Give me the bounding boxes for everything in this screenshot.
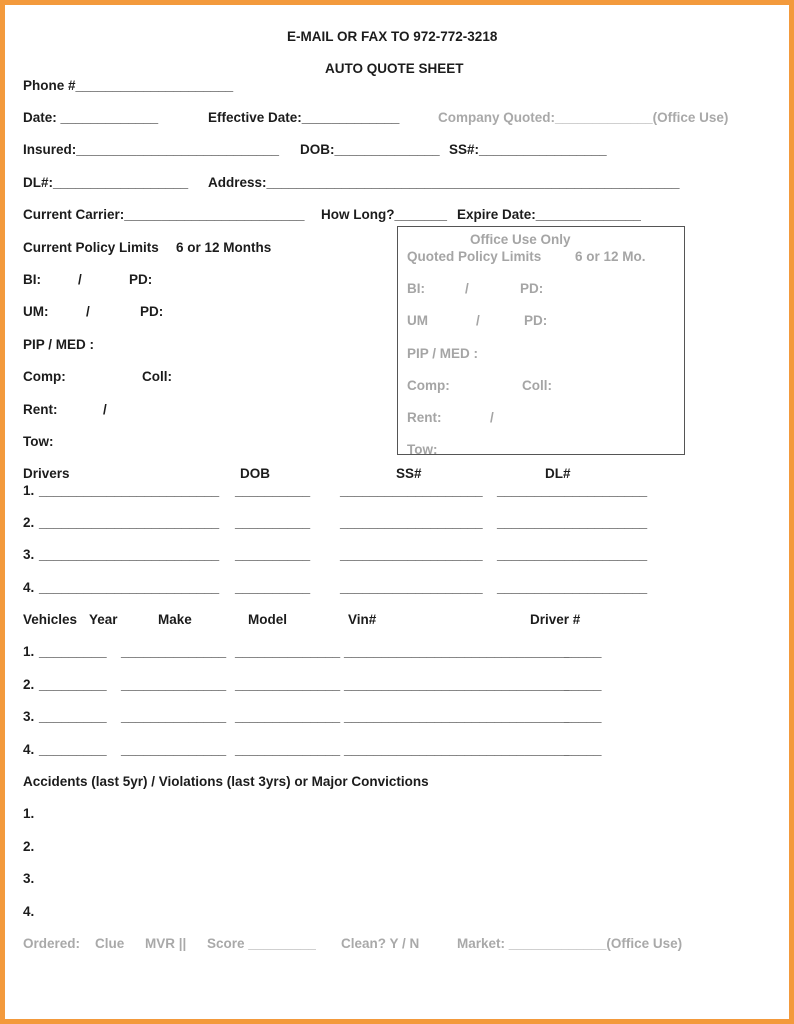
current-policy-term: 6 or 12 Months xyxy=(176,240,272,255)
office-um-pd-label: PD: xyxy=(524,313,548,328)
driver-dob-field[interactable]: __________ xyxy=(235,547,311,562)
vehicle-number: 1. xyxy=(23,644,35,659)
page-title: AUTO QUOTE SHEET xyxy=(325,61,464,76)
vehicle-vin-field[interactable]: ______________________________ xyxy=(344,644,570,659)
vehicle-year-field[interactable]: _________ xyxy=(39,644,107,659)
driver-dl-field[interactable]: ____________________ xyxy=(497,515,648,530)
fax-line: E-MAIL OR FAX TO 972-772-3218 xyxy=(287,29,498,44)
address-field[interactable]: Address:_______________________________________________________ xyxy=(208,175,680,190)
driver-ss-field[interactable]: ___________________ xyxy=(340,580,483,595)
rent-slash: / xyxy=(103,402,107,417)
office-use-title: Office Use Only xyxy=(470,232,571,247)
office-bi-label: BI: xyxy=(407,281,425,296)
vehicle-driver-field[interactable]: _____ xyxy=(564,644,602,659)
vehicle-vin-field[interactable]: ______________________________ xyxy=(344,709,570,724)
vehicle-model-field[interactable]: ______________ xyxy=(235,677,341,692)
office-comp-label: Comp: xyxy=(407,378,450,393)
office-rent-label: Rent: xyxy=(407,410,442,425)
driver-name-field[interactable]: ________________________ xyxy=(39,515,220,530)
um-pd-label: PD: xyxy=(140,304,164,319)
vehicle-number: 2. xyxy=(23,677,35,692)
um-label: UM: xyxy=(23,304,49,319)
office-coll-label: Coll: xyxy=(522,378,552,393)
vehicle-number: 3. xyxy=(23,709,35,724)
driver-number: 1. xyxy=(23,483,35,498)
vehicle-model-field[interactable]: ______________ xyxy=(235,644,341,659)
driver-name-field[interactable]: ________________________ xyxy=(39,483,220,498)
driver-dl-field[interactable]: ____________________ xyxy=(497,547,648,562)
drivers-dl-header: DL# xyxy=(545,466,571,481)
bi-label: BI: xyxy=(23,272,41,287)
vehicles-header: Vehicles xyxy=(23,612,78,627)
accident-item[interactable]: 4. xyxy=(23,904,35,919)
vehicle-driver-field[interactable]: _____ xyxy=(564,677,602,692)
office-pd-label: PD: xyxy=(520,281,544,296)
vehicle-make-field[interactable]: ______________ xyxy=(121,644,227,659)
office-bi-slash: / xyxy=(465,281,469,296)
pip-med-label: PIP / MED : xyxy=(23,337,95,352)
vehicle-year-field[interactable]: _________ xyxy=(39,677,107,692)
tow-label: Tow: xyxy=(23,434,54,449)
vehicle-model-field[interactable]: ______________ xyxy=(235,709,341,724)
company-quoted-field: Company Quoted:_____________(Office Use) xyxy=(438,110,729,125)
how-long-field[interactable]: How Long?_______ xyxy=(321,207,448,222)
vehicle-model-field[interactable]: ______________ xyxy=(235,742,341,757)
effective-date-field[interactable]: Effective Date:_____________ xyxy=(208,110,400,125)
driver-ss-field[interactable]: ___________________ xyxy=(340,547,483,562)
clue-label: Clue xyxy=(95,936,125,951)
vehicles-driver-header: Driver # xyxy=(530,612,581,627)
insured-field[interactable]: Insured:___________________________ xyxy=(23,142,279,157)
office-tow-label: Tow: xyxy=(407,442,438,455)
accident-item[interactable]: 2. xyxy=(23,839,35,854)
phone-field[interactable]: Phone #_____________________ xyxy=(23,78,234,93)
driver-dl-field[interactable]: ____________________ xyxy=(497,483,648,498)
current-policy-label: Current Policy Limits xyxy=(23,240,159,255)
vehicle-driver-field[interactable]: _____ xyxy=(564,742,602,757)
accident-item[interactable]: 3. xyxy=(23,871,35,886)
driver-dl-field[interactable]: ____________________ xyxy=(497,580,648,595)
coll-label: Coll: xyxy=(142,369,172,384)
driver-ss-field[interactable]: ___________________ xyxy=(340,483,483,498)
vehicle-make-field[interactable]: ______________ xyxy=(121,709,227,724)
bi-slash: / xyxy=(78,272,82,287)
accident-item[interactable]: 1. xyxy=(23,806,35,821)
vehicle-year-field[interactable]: _________ xyxy=(39,709,107,724)
um-slash: / xyxy=(86,304,90,319)
clean-field: Clean? Y / N xyxy=(341,936,420,951)
office-pip-med-label: PIP / MED : xyxy=(407,346,479,361)
driver-name-field[interactable]: ________________________ xyxy=(39,547,220,562)
vehicles-make-header: Make xyxy=(158,612,192,627)
current-carrier-field[interactable]: Current Carrier:________________________ xyxy=(23,207,305,222)
vehicle-make-field[interactable]: ______________ xyxy=(121,677,227,692)
office-um-label: UM xyxy=(407,313,428,328)
expire-date-field[interactable]: Expire Date:______________ xyxy=(457,207,641,222)
office-use-box xyxy=(397,226,685,455)
pd-label: PD: xyxy=(129,272,153,287)
drivers-ss-header: SS# xyxy=(396,466,422,481)
ordered-label: Ordered: xyxy=(23,936,81,951)
vehicle-make-field[interactable]: ______________ xyxy=(121,742,227,757)
comp-label: Comp: xyxy=(23,369,66,384)
quoted-limits-label: Quoted Policy Limits xyxy=(407,249,542,264)
drivers-header: Drivers xyxy=(23,466,70,481)
vehicles-year-header: Year xyxy=(89,612,118,627)
driver-number: 3. xyxy=(23,547,35,562)
mvr-label: MVR || xyxy=(145,936,187,951)
ss-field[interactable]: SS#:_________________ xyxy=(449,142,607,157)
rent-label: Rent: xyxy=(23,402,58,417)
driver-dob-field[interactable]: __________ xyxy=(235,483,311,498)
vehicle-driver-field[interactable]: _____ xyxy=(564,709,602,724)
market-field: Market: _____________(Office Use) xyxy=(457,936,683,951)
accidents-title: Accidents (last 5yr) / Violations (last 3yrs) or Major Convictions xyxy=(23,774,429,789)
vehicle-number: 4. xyxy=(23,742,35,757)
driver-name-field[interactable]: ________________________ xyxy=(39,580,220,595)
driver-ss-field[interactable]: ___________________ xyxy=(340,515,483,530)
vehicle-vin-field[interactable]: ______________________________ xyxy=(344,742,570,757)
office-rent-slash: / xyxy=(490,410,494,425)
date-field[interactable]: Date: _____________ xyxy=(23,110,159,125)
office-um-slash: / xyxy=(476,313,480,328)
vehicles-model-header: Model xyxy=(248,612,287,627)
driver-number: 2. xyxy=(23,515,35,530)
dob-field[interactable]: DOB:______________ xyxy=(300,142,440,157)
drivers-dob-header: DOB xyxy=(240,466,270,481)
dl-field[interactable]: DL#:__________________ xyxy=(23,175,189,190)
driver-number: 4. xyxy=(23,580,35,595)
score-field: Score _________ xyxy=(207,936,316,951)
driver-dob-field[interactable]: __________ xyxy=(235,515,311,530)
vehicle-vin-field[interactable]: ______________________________ xyxy=(344,677,570,692)
vehicle-year-field[interactable]: _________ xyxy=(39,742,107,757)
driver-dob-field[interactable]: __________ xyxy=(235,580,311,595)
vehicles-vin-header: Vin# xyxy=(348,612,377,627)
quoted-limits-term: 6 or 12 Mo. xyxy=(575,249,646,264)
